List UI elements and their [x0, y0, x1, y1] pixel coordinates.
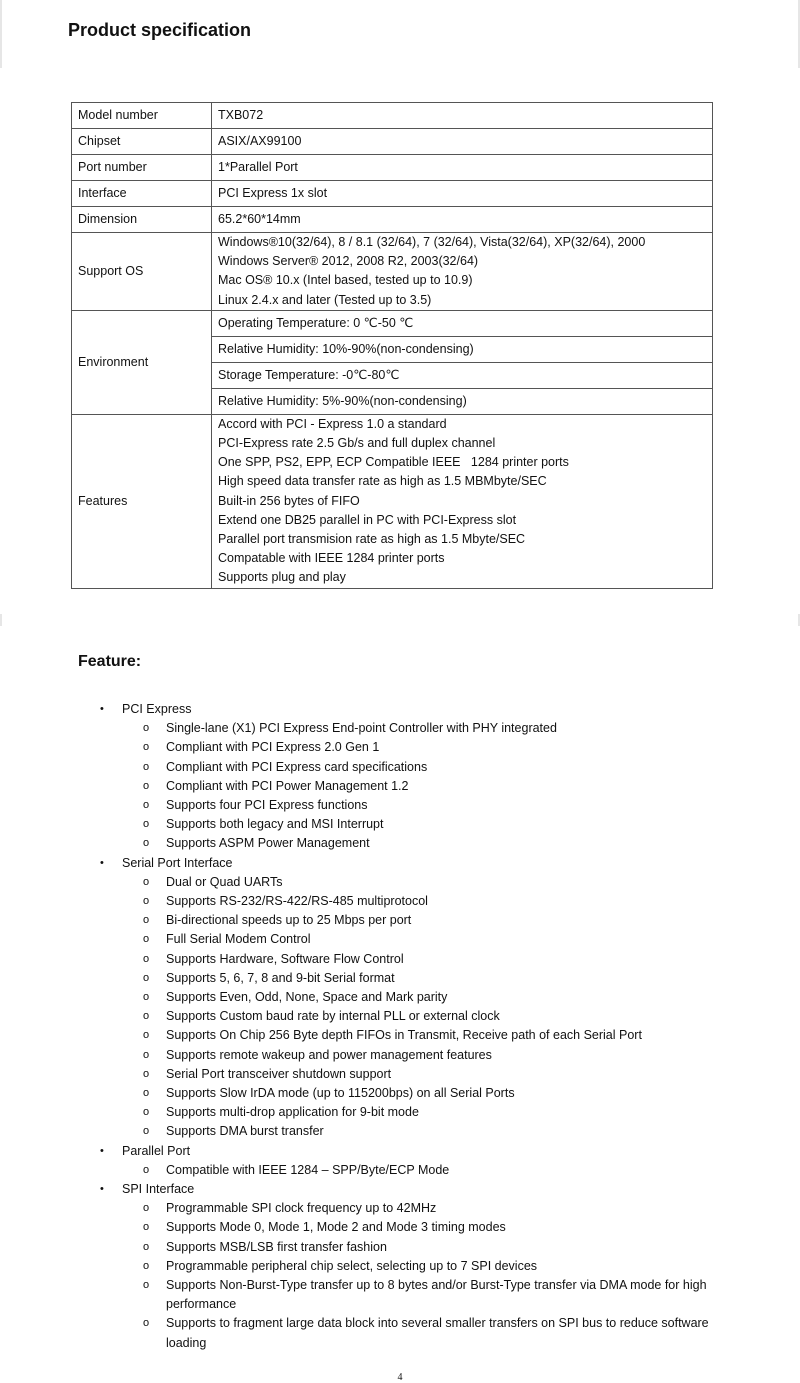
- feature-item-text: Supports four PCI Express functions: [166, 798, 368, 812]
- environment-value: Storage Temperature: -0℃-80℃: [212, 362, 713, 388]
- feature-item-text: Supports On Chip 256 Byte depth FIFOs in Transmit, Receive path of each Serial Port: [166, 1028, 642, 1043]
- circle-bullet-icon: o: [143, 1202, 150, 1215]
- circle-bullet-icon: o: [143, 1106, 150, 1119]
- spec-label: Support OS: [72, 233, 212, 311]
- spec-label: Model number: [72, 103, 212, 129]
- spec-row-model: [72, 103, 713, 129]
- feature-item-text: Supports RS-232/RS-422/RS-485 multiprotocol: [166, 894, 428, 908]
- circle-bullet-icon: o: [143, 1125, 150, 1138]
- circle-bullet-icon: o: [143, 779, 150, 792]
- circle-bullet-icon: o: [143, 971, 150, 984]
- feature-item-text: Compliant with PCI Express card specifications: [166, 759, 428, 774]
- feature-item-text: Supports both legacy and MSI Interrupt: [166, 817, 384, 832]
- feature-item: [0, 873, 800, 892]
- environment-value: Operating Temperature: 0 ℃-50 ℃: [212, 310, 713, 336]
- bullet-icon: •: [100, 703, 104, 715]
- circle-bullet-icon: o: [143, 1259, 150, 1272]
- feature-item: [0, 1046, 800, 1065]
- feature-item: [0, 1238, 800, 1257]
- feature-group-title: Serial Port Interface: [122, 855, 233, 870]
- feature-item-text: Supports to fragment large data block into several smaller transfers on SPI bus to reduce software loading: [166, 1316, 709, 1350]
- circle-bullet-icon: o: [143, 1317, 150, 1330]
- feature-item-text: Supports Even, Odd, None, Space and Mark parity: [166, 990, 448, 1005]
- circle-bullet-icon: o: [143, 1240, 150, 1253]
- circle-bullet-icon: o: [143, 799, 150, 811]
- circle-bullet-icon: o: [143, 837, 150, 850]
- feature-item-text: Supports 5, 6, 7, 8 and 9-bit Serial format: [166, 970, 395, 985]
- feature-item-text: Supports Custom baud rate by internal PLL or external clock: [166, 1009, 500, 1024]
- spec-value-multiline: [212, 233, 713, 311]
- circle-bullet-icon: o: [143, 875, 150, 888]
- os-line: Linux 2.4.x and later (Tested up to 3.5): [218, 292, 432, 307]
- feature-line: Compatable with IEEE 1284 printer ports: [218, 551, 445, 566]
- page-number: 4: [397, 1372, 403, 1383]
- spec-row-dimension: [72, 207, 713, 233]
- spec-value: PCI Express 1x slot: [212, 181, 713, 207]
- feature-item: [0, 1161, 800, 1180]
- os-line: Windows®10(32/64), 8 / 8.1 (32/64), 7 (32/64), Vista(32/64), XP(32/64), 2000: [218, 235, 646, 249]
- feature-item-text: Supports Mode 0, Mode 1, Mode 2 and Mode 3 timing modes: [166, 1220, 506, 1235]
- feature-item: [0, 1199, 800, 1218]
- circle-bullet-icon: o: [143, 1279, 150, 1292]
- spec-label: Interface: [72, 181, 212, 207]
- feature-item-text: Programmable SPI clock frequency up to 42MHz: [166, 1201, 437, 1216]
- circle-bullet-icon: o: [143, 1163, 150, 1176]
- feature-item: [0, 950, 800, 969]
- feature-group: [0, 1180, 800, 1199]
- feature-group-title: SPI Interface: [122, 1182, 195, 1197]
- feature-item: [0, 1314, 800, 1352]
- feature-group-title: Parallel Port: [122, 1143, 191, 1158]
- spec-label: Dimension: [72, 207, 212, 233]
- feature-item-text: Compliant with PCI Power Management 1.2: [166, 778, 409, 793]
- feature-item-text: Supports Non-Burst-Type transfer up to 8 bytes and/or Burst-Type transfer via DMA mode for high performance: [166, 1278, 707, 1312]
- feature-item: [0, 738, 800, 757]
- feature-item-text: Programmable peripheral chip select, selecting up to 7 SPI devices: [166, 1258, 538, 1273]
- feature-line: Supports plug and play: [218, 570, 346, 585]
- feature-item: [0, 1084, 800, 1103]
- feature-item: [0, 1103, 800, 1122]
- spec-table: [71, 102, 713, 589]
- spec-row-interface: [72, 181, 713, 207]
- feature-line: Parallel port transmision rate as high as 1.5 Mbyte/SEC: [218, 532, 526, 547]
- circle-bullet-icon: o: [143, 914, 150, 927]
- feature-line: PCI-Express rate 2.5 Gb/s and full duplex channel: [218, 436, 496, 451]
- feature-item: [0, 988, 800, 1007]
- circle-bullet-icon: o: [143, 1087, 150, 1100]
- page-title: Product specification: [68, 20, 252, 40]
- feature-item: [0, 930, 800, 949]
- feature-item: [0, 1122, 800, 1141]
- circle-bullet-icon: o: [143, 1029, 150, 1042]
- feature-item-text: Supports multi-drop application for 9-bit mode: [166, 1105, 419, 1120]
- feature-item-text: Supports Hardware, Software Flow Control: [166, 951, 404, 966]
- bullet-icon: •: [100, 1183, 104, 1196]
- feature-heading: Feature:: [78, 653, 142, 670]
- feature-item: [0, 815, 800, 834]
- circle-bullet-icon: o: [143, 1010, 150, 1023]
- os-line: Windows Server® 2012, 2008 R2, 2003(32/64): [218, 254, 479, 269]
- feature-item: [0, 911, 800, 930]
- spec-row-port-number: [72, 155, 713, 181]
- page-edge-mark-left-top: [0, 0, 2, 68]
- spec-row-features: [72, 414, 713, 588]
- feature-line: High speed data transfer rate as high as 1.5 MBMbyte/SEC: [218, 474, 547, 489]
- feature-item-text: Compliant with PCI Express 2.0 Gen 1: [166, 740, 380, 755]
- spec-row-chipset: [72, 129, 713, 155]
- environment-value: Relative Humidity: 10%-90%(non-condensing): [212, 336, 713, 362]
- feature-item-text: Supports ASPM Power Management: [166, 836, 370, 851]
- feature-item: [0, 1026, 800, 1045]
- feature-item-text: Compatible with IEEE 1284 – SPP/Byte/ECP Mode: [166, 1162, 450, 1177]
- page-edge-mark-left-mid: [0, 614, 2, 626]
- circle-bullet-icon: o: [143, 1048, 150, 1061]
- feature-list: [0, 700, 800, 1353]
- circle-bullet-icon: o: [143, 1067, 150, 1080]
- feature-item: [0, 1276, 800, 1314]
- feature-item-text: Single-lane (X1) PCI Express End-point Controller with PHY integrated: [166, 721, 557, 736]
- feature-item: [0, 1007, 800, 1026]
- feature-line: Accord with PCI - Express 1.0 a standard: [218, 416, 447, 431]
- feature-group: [0, 854, 800, 873]
- bullet-icon: •: [100, 856, 104, 869]
- feature-group: [0, 700, 800, 719]
- feature-item: [0, 1257, 800, 1276]
- feature-line: Built-in 256 bytes of FIFO: [218, 493, 360, 508]
- spec-label: Environment: [72, 310, 212, 414]
- spec-row-support-os: [72, 233, 713, 311]
- feature-item: [0, 796, 800, 815]
- feature-item-text: Supports Slow IrDA mode (up to 115200bps) on all Serial Ports: [166, 1086, 515, 1101]
- environment-value: Relative Humidity: 5%-90%(non-condensing): [212, 388, 713, 414]
- feature-item: [0, 758, 800, 777]
- feature-group: [0, 1142, 800, 1161]
- circle-bullet-icon: o: [143, 991, 150, 1004]
- feature-item: [0, 777, 800, 796]
- spec-row-environment-1: [72, 310, 713, 336]
- feature-line: Extend one DB25 parallel in PC with PCI-Express slot: [218, 512, 517, 527]
- feature-item-text: Dual or Quad UARTs: [166, 874, 283, 889]
- feature-item: [0, 1065, 800, 1084]
- spec-value: 65.2*60*14mm: [212, 207, 713, 233]
- circle-bullet-icon: o: [143, 1221, 150, 1234]
- spec-label: Features: [72, 414, 212, 588]
- circle-bullet-icon: o: [143, 760, 150, 773]
- feature-group-title: PCI Express: [122, 702, 192, 716]
- feature-item: [0, 892, 800, 911]
- circle-bullet-icon: o: [143, 722, 150, 735]
- circle-bullet-icon: o: [143, 895, 150, 907]
- feature-item: [0, 1218, 800, 1237]
- feature-item-text: Supports remote wakeup and power management features: [166, 1047, 492, 1062]
- os-line: Mac OS® 10.x (Intel based, tested up to 10.9): [218, 273, 473, 288]
- feature-line: One SPP, PS2, EPP, ECP Compatible IEEE 1284 printer ports: [218, 455, 569, 470]
- feature-item: [0, 719, 800, 738]
- spec-value: ASIX/AX99100: [212, 129, 713, 155]
- feature-item-text: Supports MSB/LSB first transfer fashion: [166, 1239, 387, 1254]
- feature-item-text: Full Serial Modem Control: [166, 932, 311, 947]
- spec-value-multiline: [212, 414, 713, 588]
- feature-item-text: Bi-directional speeds up to 25 Mbps per port: [166, 913, 412, 928]
- bullet-icon: •: [100, 1144, 104, 1157]
- feature-item: [0, 834, 800, 853]
- circle-bullet-icon: o: [143, 952, 150, 965]
- feature-item: [0, 969, 800, 988]
- spec-value: 1*Parallel Port: [212, 155, 713, 181]
- circle-bullet-icon: o: [143, 741, 150, 754]
- circle-bullet-icon: o: [143, 933, 150, 946]
- feature-item-text: Supports DMA burst transfer: [166, 1124, 324, 1139]
- spec-label: Port number: [72, 155, 212, 181]
- spec-label: Chipset: [72, 129, 212, 155]
- feature-item-text: Serial Port transceiver shutdown support: [166, 1066, 392, 1081]
- circle-bullet-icon: o: [143, 818, 150, 831]
- spec-value: TXB072: [212, 103, 713, 129]
